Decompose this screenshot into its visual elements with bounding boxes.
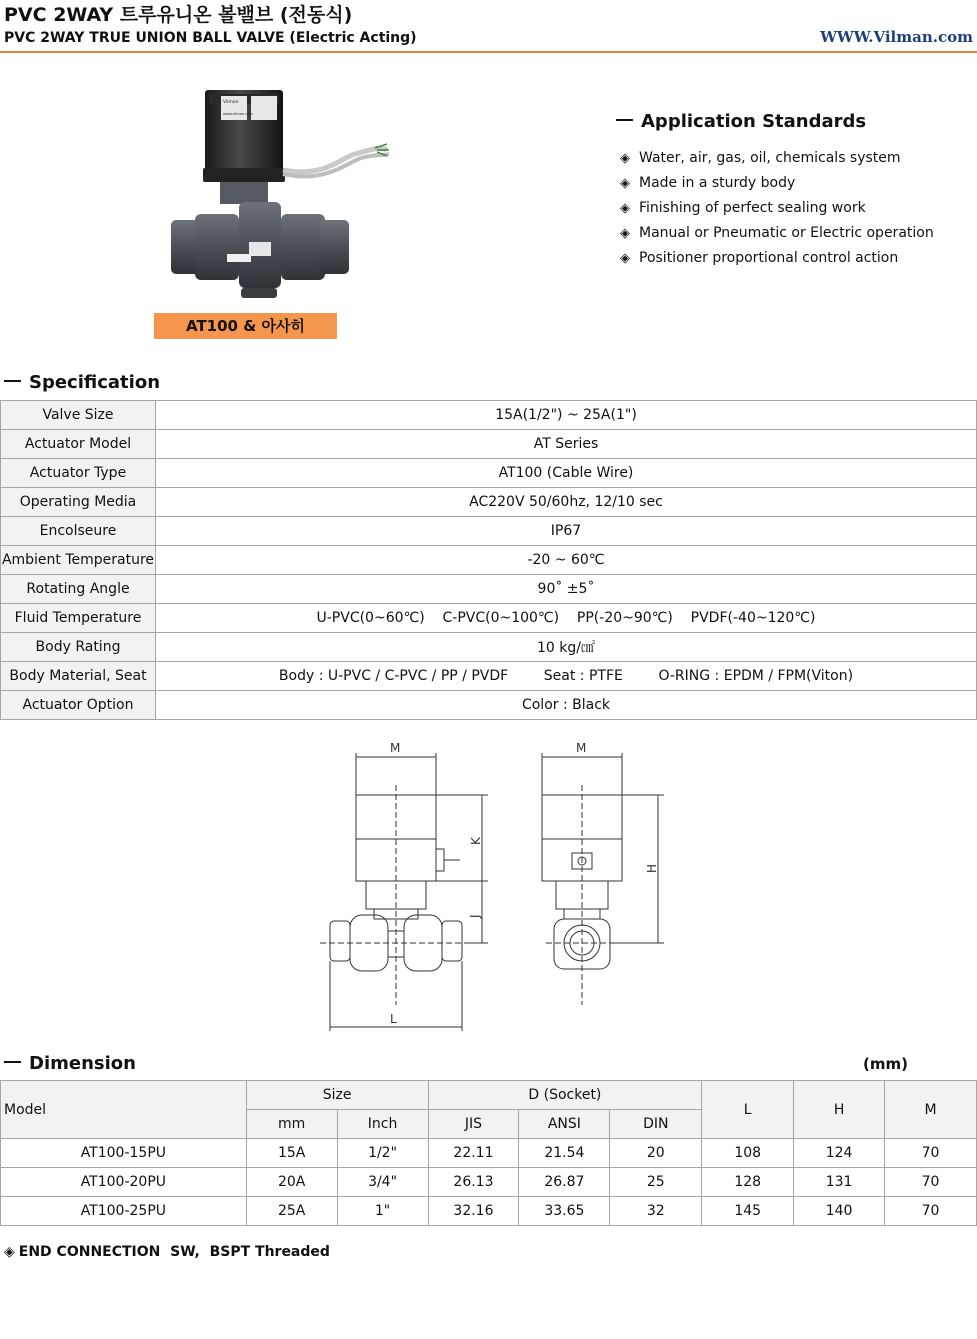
spec-value: AT Series bbox=[156, 430, 977, 459]
spec-value: Color : Black bbox=[156, 691, 977, 720]
diamond-bullet-icon: ◈ bbox=[620, 201, 630, 216]
front-view bbox=[320, 741, 488, 1031]
header-din: DIN bbox=[610, 1110, 702, 1139]
cell-jis: 26.13 bbox=[428, 1168, 519, 1197]
application-heading-text: Application Standards bbox=[641, 111, 867, 132]
dimension-heading-text: Dimension bbox=[29, 1053, 136, 1074]
table-row bbox=[1, 1139, 977, 1168]
specification-table bbox=[0, 400, 977, 720]
cell-ansi: 33.65 bbox=[519, 1197, 610, 1226]
table-row bbox=[1, 662, 977, 691]
heading-dash bbox=[4, 380, 21, 382]
dim-label-k: K bbox=[469, 837, 483, 845]
cell-ansi: 21.54 bbox=[519, 1139, 610, 1168]
diamond-bullet-icon: ◈ bbox=[620, 176, 630, 191]
cell-inch: 1" bbox=[337, 1197, 428, 1226]
spec-value: 10 kg/㎠ bbox=[156, 633, 977, 662]
side-view bbox=[542, 741, 664, 1005]
table-row bbox=[1, 517, 977, 546]
table-row bbox=[1, 604, 977, 633]
page-subtitle: PVC 2WAY TRUE UNION BALL VALVE (Electric Acting) bbox=[4, 30, 417, 46]
cell-h: 131 bbox=[794, 1168, 885, 1197]
end-connection-note bbox=[4, 1244, 330, 1260]
header-ansi: ANSI bbox=[519, 1110, 610, 1139]
application-list bbox=[620, 146, 934, 271]
cell-h: 124 bbox=[794, 1139, 885, 1168]
header-socket: D (Socket) bbox=[428, 1081, 702, 1110]
spec-label: Actuator Type bbox=[1, 459, 156, 488]
cell-inch: 1/2" bbox=[337, 1139, 428, 1168]
spec-value: AT100 (Cable Wire) bbox=[156, 459, 977, 488]
list-item bbox=[620, 146, 934, 171]
application-heading bbox=[616, 111, 866, 132]
spec-label: Body Material, Seat bbox=[1, 662, 156, 691]
product-caption: AT100 & 아사히 bbox=[154, 313, 337, 339]
dim-label-l: L bbox=[390, 1012, 397, 1026]
cell-model: AT100-15PU bbox=[1, 1139, 247, 1168]
heading-dash bbox=[4, 1061, 21, 1063]
cell-h: 140 bbox=[794, 1197, 885, 1226]
spec-label: Encolseure bbox=[1, 517, 156, 546]
spec-value: -20 ~ 60℃ bbox=[156, 546, 977, 575]
dim-label-m: M bbox=[390, 741, 401, 755]
dim-label-h: H bbox=[645, 863, 659, 873]
spec-label: Rotating Angle bbox=[1, 575, 156, 604]
dimension-heading bbox=[4, 1053, 136, 1074]
list-item-text: Water, air, gas, oil, chemicals system bbox=[639, 150, 901, 166]
spec-value: 15A(1/2") ~ 25A(1") bbox=[156, 401, 977, 430]
spec-label: Fluid Temperature bbox=[1, 604, 156, 633]
list-item bbox=[620, 196, 934, 221]
spec-value: IP67 bbox=[156, 517, 977, 546]
cell-m: 70 bbox=[885, 1168, 977, 1197]
header-size: Size bbox=[246, 1081, 428, 1110]
diamond-bullet-icon: ◈ bbox=[620, 226, 630, 241]
spec-label: Actuator Option bbox=[1, 691, 156, 720]
table-row bbox=[1, 633, 977, 662]
header-h: H bbox=[794, 1081, 885, 1139]
table-row bbox=[1, 459, 977, 488]
list-item bbox=[620, 221, 934, 246]
spec-label: Operating Media bbox=[1, 488, 156, 517]
list-item-text: Positioner proportional control action bbox=[639, 250, 899, 266]
spec-value: AC220V 50/60hz, 12/10 sec bbox=[156, 488, 977, 517]
spec-label: Actuator Model bbox=[1, 430, 156, 459]
cell-l: 145 bbox=[702, 1197, 794, 1226]
table-row bbox=[1, 488, 977, 517]
table-row bbox=[1, 691, 977, 720]
table-row bbox=[1, 430, 977, 459]
cell-din: 20 bbox=[610, 1139, 702, 1168]
end-connection-text: END CONNECTION SW, BSPT Threaded bbox=[18, 1244, 330, 1260]
table-row bbox=[1, 546, 977, 575]
table-row bbox=[1, 401, 977, 430]
diamond-bullet-icon: ◈ bbox=[4, 1244, 15, 1260]
list-item-text: Manual or Pneumatic or Electric operation bbox=[639, 225, 934, 241]
cell-m: 70 bbox=[885, 1197, 977, 1226]
list-item bbox=[620, 171, 934, 196]
spec-value: Body : U-PVC / C-PVC / PP / PVDF Seat : PTFE O-RING : EPDM / FPM(Viton) bbox=[156, 662, 977, 691]
spec-value: U-PVC(0~60℃) C-PVC(0~100℃) PP(-20~90℃) PVDF(-40~120℃) bbox=[156, 604, 977, 633]
header-divider bbox=[0, 51, 977, 53]
header-model: Model bbox=[1, 1081, 247, 1139]
dimension-drawing bbox=[310, 735, 690, 1035]
cell-model: AT100-20PU bbox=[1, 1168, 247, 1197]
spec-label: Ambient Temperature bbox=[1, 546, 156, 575]
cell-l: 128 bbox=[702, 1168, 794, 1197]
list-item bbox=[620, 246, 934, 271]
list-item-text: Made in a sturdy body bbox=[639, 175, 796, 191]
photo-url-label: www.vilman.com bbox=[223, 112, 253, 116]
cell-mm: 25A bbox=[246, 1197, 337, 1226]
spec-value: 90˚ ±5˚ bbox=[156, 575, 977, 604]
diamond-bullet-icon: ◈ bbox=[620, 251, 630, 266]
unit-label: (mm) bbox=[863, 1055, 908, 1073]
header-jis: JIS bbox=[428, 1110, 519, 1139]
dim-label-m-side: M bbox=[576, 741, 587, 755]
cell-mm: 20A bbox=[246, 1168, 337, 1197]
specification-heading-text: Specification bbox=[29, 372, 161, 393]
heading-dash bbox=[616, 119, 633, 121]
cell-din: 32 bbox=[610, 1197, 702, 1226]
cell-l: 108 bbox=[702, 1139, 794, 1168]
cell-model: AT100-25PU bbox=[1, 1197, 247, 1226]
dim-label-j: J bbox=[468, 914, 482, 918]
header-m: M bbox=[885, 1081, 977, 1139]
cell-jis: 32.16 bbox=[428, 1197, 519, 1226]
specification-heading bbox=[4, 372, 160, 393]
website-link[interactable]: WWW.Vilman.com bbox=[820, 28, 973, 46]
list-item-text: Finishing of perfect sealing work bbox=[639, 200, 866, 216]
cell-m: 70 bbox=[885, 1139, 977, 1168]
spec-label: Body Rating bbox=[1, 633, 156, 662]
cell-mm: 15A bbox=[246, 1139, 337, 1168]
cell-ansi: 26.87 bbox=[519, 1168, 610, 1197]
table-row bbox=[1, 1197, 977, 1226]
cell-inch: 3/4" bbox=[337, 1168, 428, 1197]
table-row bbox=[1, 1168, 977, 1197]
cell-din: 25 bbox=[610, 1168, 702, 1197]
page-title: PVC 2WAY 트루유니온 볼밸브 (전동식) bbox=[4, 4, 353, 26]
diamond-bullet-icon: ◈ bbox=[620, 151, 630, 166]
table-row bbox=[1, 575, 977, 604]
header-mm: mm bbox=[246, 1110, 337, 1139]
spec-label: Valve Size bbox=[1, 401, 156, 430]
header-l: L bbox=[702, 1081, 794, 1139]
header-inch: Inch bbox=[337, 1110, 428, 1139]
table-header-row bbox=[1, 1081, 977, 1110]
cell-jis: 22.11 bbox=[428, 1139, 519, 1168]
dimension-table bbox=[0, 1080, 977, 1226]
photo-brand-label: Vilman bbox=[223, 100, 239, 105]
product-photo bbox=[165, 88, 395, 303]
